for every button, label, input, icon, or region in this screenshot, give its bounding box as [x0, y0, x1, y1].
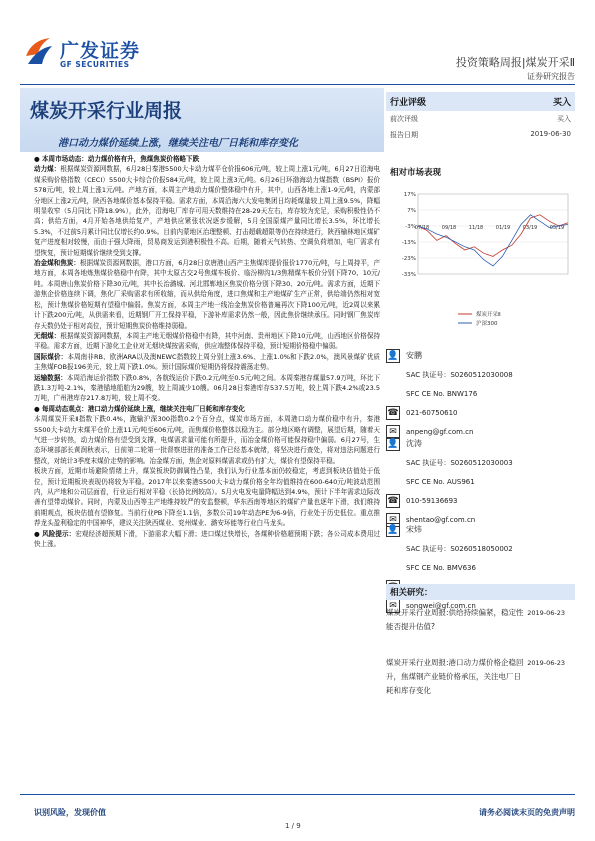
spacer: [386, 368, 400, 382]
person-icon: 👤: [387, 350, 399, 361]
prev-rating-value: 买入: [557, 115, 571, 123]
analyst-sac-row: [386, 453, 575, 472]
report-date-row: [386, 127, 575, 143]
section-bullet-icon: ●: [34, 529, 43, 538]
report-category: 证券研究报告: [527, 72, 575, 81]
transport-heading: 运输数据：: [34, 373, 67, 382]
analyst-name-row: [386, 434, 575, 453]
phone-icon: ☎: [387, 407, 399, 418]
analyst-phone-row: [386, 491, 575, 510]
spacer: [386, 456, 400, 470]
analyst-sfc: SFC CE No. BMV636: [406, 563, 476, 572]
footer-slogan: 识别风险，发现价值: [34, 808, 106, 817]
analyst-sac: SAC 执证号：S0260518050002: [406, 544, 513, 553]
footer-divider: [20, 794, 575, 795]
plot-frame: [418, 194, 568, 274]
y-tick-label: 7%: [407, 208, 416, 214]
coking-heading: 冶金煤和焦炭：: [34, 259, 80, 268]
prev-rating-label: 前次评级: [390, 115, 418, 123]
view-paragraph-2: 板块方面，近期市场避险情绪上升，煤炭板块防御属性凸显，我们认为行业基本面仍较稳定，考虑到板块估值处于低位，预计近期板块表现仍将较为平稳。2017年以来秦港5500大卡动力煤价格全年均值维持在600-640元/吨波动范围内，从产地和公司层面看，行业运行相对平稳（长协比例较高）。5月火电发电量降幅达到4.9%，预计下半年需求边际改善有望带动煤价。同时，内蒙及山西等主产地维持较严的安监整顿，华东西南等地区的煤矿产量也逐年下滑，我们维持前期观点，板块估值有望修复。当前行业PB下降至1.1倍，多数公司19年动态PE为6-9倍，行业处于历史低位。重点推荐龙头盈利稳定的中国神华，建议关注陕西煤业、兖州煤业、潞安环能等行业白马龙头。: [34, 467, 380, 528]
y-tick-label: -13%: [401, 240, 416, 246]
spacer: [386, 387, 400, 401]
rating-box: [386, 92, 575, 143]
anthracite-paragraph: 根据煤炭资源网数据，本周主产地无烟煤价格稳中有降，其中河南、贵州地区下降10元/吨，山西地区价格保持平稳。需求方面，近期下游化工企业对无烟块煤按需采购，供应端整体保持平稳，预计短期价格稳中偏弱。: [34, 331, 380, 351]
analyst-sac-row: [386, 365, 575, 384]
series-line-1: [418, 215, 568, 266]
analyst-name-row: [386, 346, 575, 365]
y-tick-label: 17%: [403, 192, 416, 198]
analyst-card: [386, 520, 575, 615]
related-item-date: 2019-06-23: [527, 659, 565, 667]
related-item[interactable]: [386, 656, 575, 698]
x-tick-label: 09/18: [441, 225, 457, 231]
analyst-email: songwei@gf.com.cn: [406, 601, 476, 610]
analyst-sac: SAC 执证号：S0260512030008: [406, 370, 513, 379]
rating-value: 买入: [552, 98, 571, 108]
report-subtitle: 港口动力煤价延续上涨，继续关注电厂日耗和库存变化: [58, 138, 298, 149]
legend-label: 煤炭开采Ⅱ: [476, 312, 501, 318]
person-icon: 👤: [387, 438, 399, 449]
analyst-card: [386, 346, 575, 441]
analyst-email: anpeng@gf.com.cn: [406, 427, 474, 436]
x-tick-label: 07/18: [414, 225, 430, 231]
analyst-name-row: [386, 520, 575, 539]
analyst-phone: 010-59136693: [406, 496, 458, 505]
analyst-name: 沈涛: [406, 439, 422, 448]
related-item-title: 煤炭开采行业周报:港口动力煤价格企稳回升，焦煤钢产业链价格承压，关注电厂日耗和库存变化: [386, 658, 524, 695]
intl-paragraph: 本周南非RB、欧洲ARA以及澳NEWC指数较上周分别上涨3.6%、上涨1.0%和下跌2.0%，澳风景煤矿优质主焦煤FOB报196美元，较上周下跌1.0%。预计国际煤价短期仍将保持震荡走势。: [34, 352, 380, 372]
person-icon: 👤: [387, 524, 399, 535]
logo-text-en: GF SECURITIES: [60, 60, 130, 69]
coal-paragraph: 根据煤炭资源网数据，6月28日秦港5500大卡动力煤平仓价报606元/吨，较上周上涨1元/吨，6月27日沿海电煤采购价格指数（CECI）5500大卡综合价报584元/吨，较上周上涨3元/吨。6月26日环渤海动力煤指数（BSPI）报价578元/吨，较上周上涨1元/吨。产地方面，本周主产地动力煤价整体稳中有升，其中，山西各地上涨1-9元/吨，内蒙部分地区上涨2元/吨，陕西各地煤价基本保持平稳。需求方面，本周沿海六大发电集团日均耗煤量较上周上涨9.5%，降幅明显收窄（5月同比下降18.9%），此外，沿海电厂库存可用天数维持在28-29天左右，库存较为充足，采购积极性仍不高；供给方面，4月开始各地供给复产，产地供应紧张状况逐步缓解，5月全国原煤产量同比增长3.5%，环比增长5.3%，不过前5月累计同比仅增长约0.9%。目前内蒙地区治理整顿、打击超载超限等仍在持续进行，陕西榆林地区煤矿复产进度相对较慢，而由于强大降雨，贸易商发运到港积极性不高。后期，随着天气转热、空调负荷增加，电厂需求有望恢复，预计短期煤价继续受到支撑。: [34, 165, 380, 257]
report-body: [34, 154, 380, 549]
page-number: 1 / 9: [285, 822, 301, 830]
rating-label: 行业评级: [390, 98, 427, 108]
view-paragraph-1: 本周煤炭开采Ⅱ指数下跌0.4%，跑输沪深300指数0.2个百分点，煤炭市场方面，本周港口动力煤价稳中有升，秦港5500大卡动力末煤平仓价上涨11元/吨至606元/吨，而焦煤价格整体以稳为主。部分地区略有调整，展望后期，随着天气进一步转热，动力煤价格有望受到支撑，电煤需求量可能有所提升，而冶金煤价格可能保持稳中偏弱。6月27号，生态环境部部长黄润秋表示，日前第二轮第一批督察进驻的准备工作已经基本就绪，将坚决进行查处，将对违法问题进行整改，对统计3季度末煤价走势的影响。冶金煤方面，焦企对原料煤需求或仍有扩大，煤价有望保持平稳。: [34, 415, 380, 465]
analyst-card: [386, 434, 575, 529]
company-logo: [22, 34, 172, 78]
email-icon: ✉: [386, 513, 400, 527]
analyst-name: 宋炜: [406, 525, 422, 534]
coal-heading: 动力煤：: [34, 165, 61, 174]
rating-row: [386, 92, 575, 111]
coking-paragraph: 根据煤炭资源网数据，港口方面，6月28日京唐港山西产主焦煤库提价报价1770元/吨，与上周持平，产地方面，本周各地炼焦煤价格稳中有降，其中太原古交2号焦煤车板价、临汾柳沟1/3焦精煤车板价分别下降70、10元/吨。本周唐山焦炭价格下降30元/吨，其中长治潞城、河北邯郸地区焦炭价格分别下降30、20元/吨。需求方面，近期下游焦企价格连续下调，焦化厂采购需求有所收缩，而从供给角度，进口焦煤和主产地煤矿生产正常，供给端仍然相对宽松，预计焦煤价格短期有望稳中偏弱。焦炭方面，本周主产地一线冶金焦炭价格普遍再次下降100元/吨，近2周以来累计下跌200元/吨，从供需来看，近期钢厂开工保持平稳，下游补库需求仍然一般，因此焦价继续承压。同时钢厂焦炭库存天数仍处于相对高位，预计短期焦炭价格维持弱稳。: [34, 259, 380, 330]
analyst-sfc-row: [386, 384, 575, 403]
section-bullet-icon: ●: [34, 404, 42, 413]
x-tick-label: 05/19: [549, 225, 565, 231]
analyst-name: 安鹏: [406, 351, 422, 360]
spacer: [386, 561, 400, 575]
report-type: 投资策略周报|煤炭开采Ⅱ: [455, 56, 575, 69]
section-market-heading: 本周市场动态：动力煤价格有升，焦煤焦炭价格略下跌: [42, 155, 200, 163]
related-research-heading: 相关研究：: [386, 584, 575, 600]
legend-label: 沪深300: [476, 321, 498, 327]
x-tick-label: 01/19: [495, 225, 511, 231]
perf-title: 相对市场表现: [390, 168, 442, 178]
anthracite-heading: 无烟煤：: [34, 331, 61, 340]
analyst-phone-row: [386, 403, 575, 422]
spacer: [386, 542, 400, 556]
email-icon: ✉: [386, 425, 400, 439]
transport-paragraph: 本周沿海运价指数下跌0.8%，各航线运价下跌0.2元/吨至0.5元/吨之间。本周秦港存煤量57.9万吨，环比下跌1.3万吨-2.1%，秦港锚地船舶为29艘，较上周减少10艘。06月28日秦港库存537.5万吨，较上周下跌4.2%或23.5万吨，广州港库存217.8万吨，较上周不变。: [34, 373, 380, 403]
logo-text-cn: 广发证券: [60, 40, 141, 62]
analyst-email: shentao@gf.com.cn: [406, 515, 476, 524]
related-item-title: 煤炭开采行业周报:供给持续偏紧，稳定性能否提升估值?: [386, 608, 524, 631]
report-date-value: 2019-06-30: [530, 130, 571, 138]
analyst-phone: 021-60750610: [406, 408, 458, 417]
section-bullet-icon: ●: [34, 155, 42, 163]
section-view-heading: 每周动态观点：港口动力煤价延续上涨，继续关注电厂日耗和库存变化: [42, 404, 245, 413]
analyst-sfc: SFC CE No. BNW176: [406, 389, 478, 398]
analyst-sfc: SFC CE No. AUS961: [406, 477, 475, 486]
y-tick-label: -33%: [401, 272, 416, 278]
y-tick-label: -3%: [405, 224, 416, 230]
email-icon: ✉: [386, 599, 400, 613]
header-divider: [20, 84, 575, 85]
analyst-sfc-row: [386, 472, 575, 491]
analyst-sac: SAC 执证号：S0260512030003: [406, 458, 513, 467]
report-date-label: 报告日期: [390, 131, 418, 139]
related-item-date: 2019-06-23: [527, 609, 565, 617]
report-title: 煤炭开采行业周报: [30, 100, 183, 122]
analyst-sfc-row: [386, 558, 575, 577]
x-tick-label: 03/19: [522, 225, 538, 231]
risk-paragraph: 宏观经济超预期下滑，下游需求大幅下滑；进口煤过快增长，各煤种价格超预期下跌；各公司成本费用过快上涨。: [34, 529, 380, 549]
intl-heading: 国际煤价：: [34, 352, 68, 361]
analyst-sac-row: [386, 539, 575, 558]
prev-rating-row: [386, 111, 575, 127]
related-item[interactable]: [386, 606, 575, 634]
spacer: [386, 475, 400, 489]
logo-mark-icon: [22, 34, 56, 68]
phone-icon: ☎: [387, 495, 399, 506]
risk-heading: 风险提示：: [42, 529, 76, 538]
x-tick-label: 11/18: [468, 225, 484, 231]
relative-performance-chart: [388, 186, 574, 341]
y-tick-label: -23%: [401, 256, 416, 262]
footer-disclaimer: 请务必阅读末页的免责声明: [479, 808, 575, 817]
